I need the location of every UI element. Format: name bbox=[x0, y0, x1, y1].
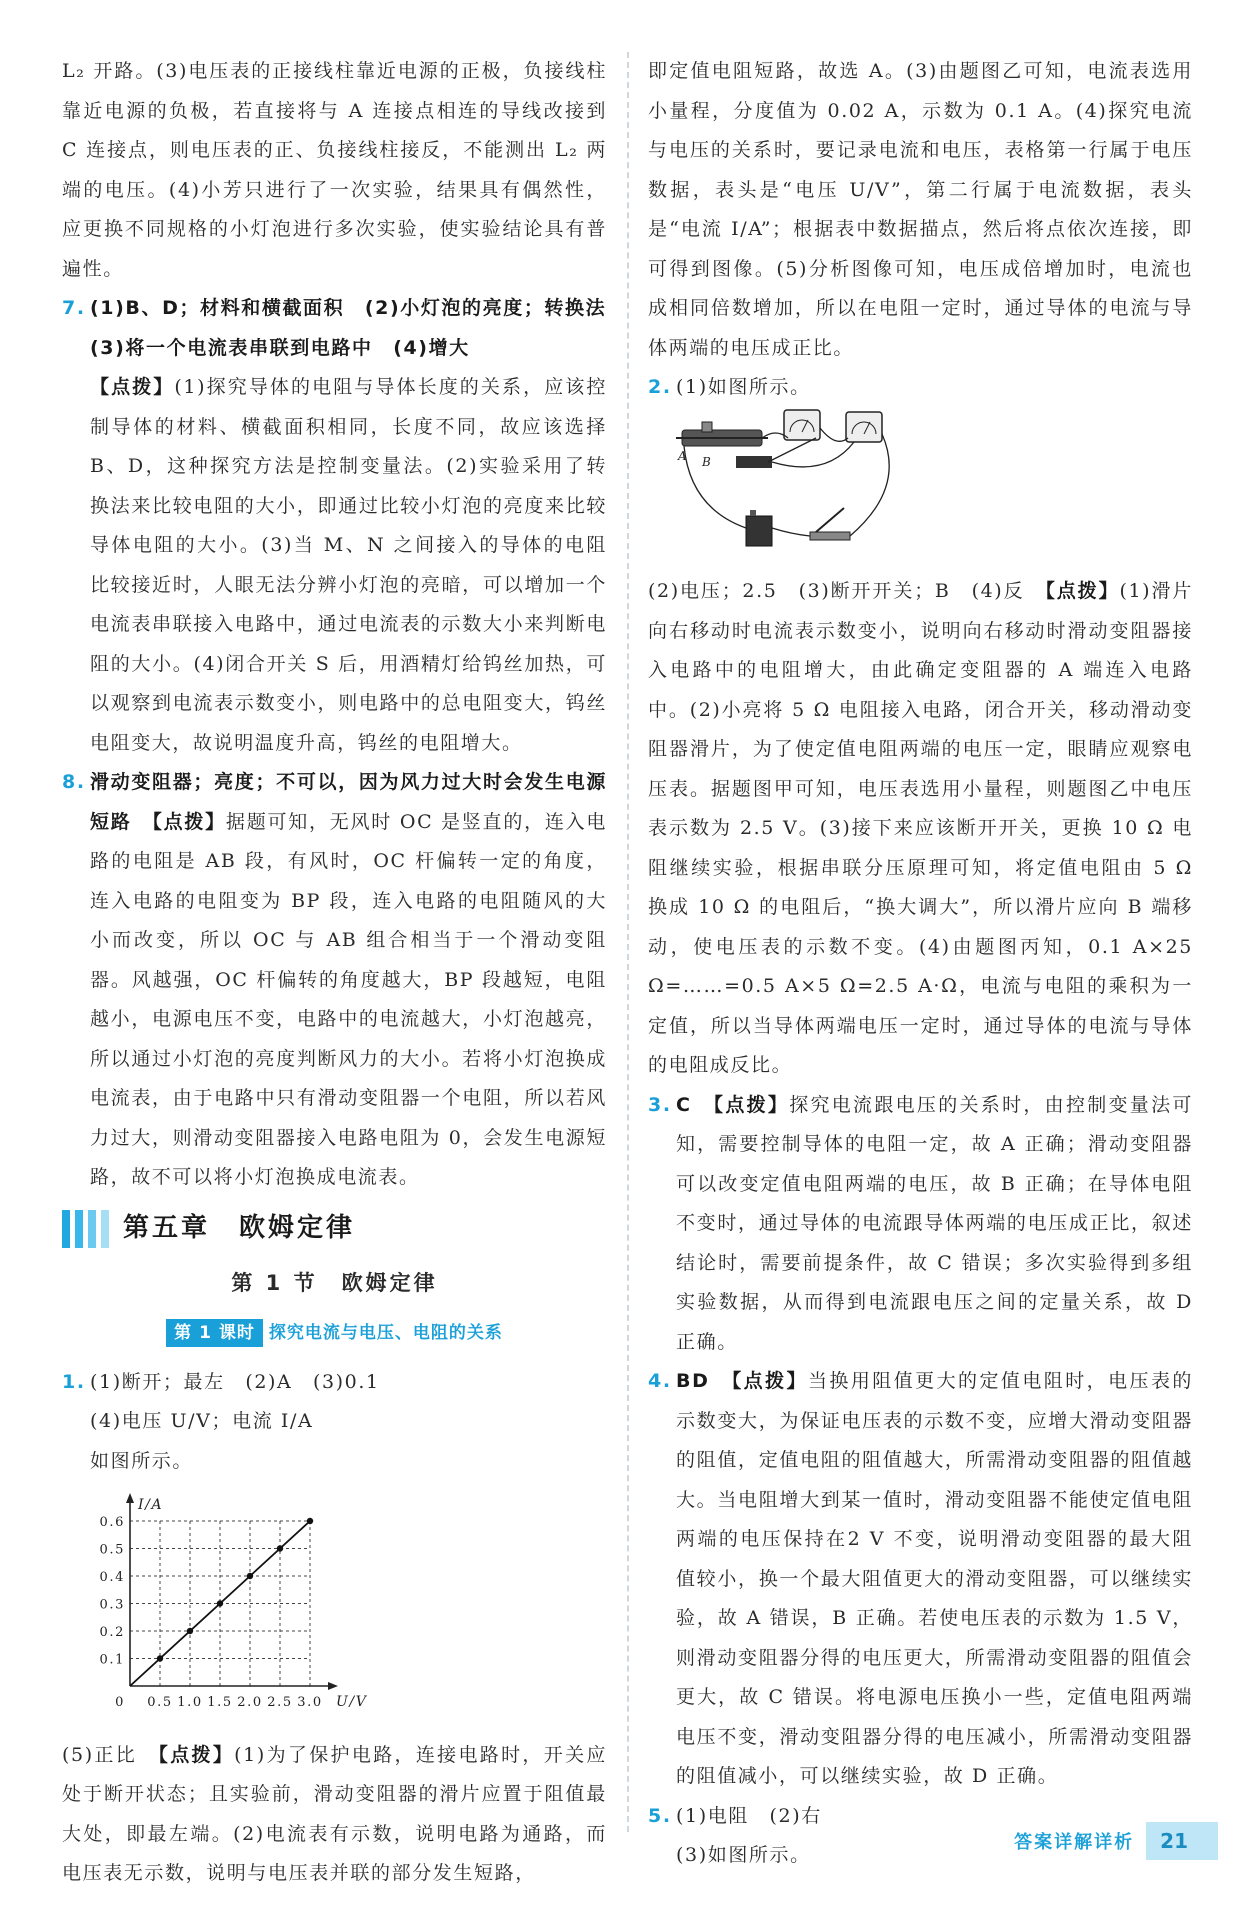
data-point bbox=[217, 1600, 223, 1606]
explanation bbox=[90, 368, 607, 763]
explanation bbox=[62, 1736, 607, 1894]
answer-line: (1)断开；最左 (2)A (3)0.1 bbox=[90, 1370, 380, 1393]
answer-text: BD bbox=[676, 1370, 710, 1392]
answer-text: (5)正比 bbox=[62, 1743, 159, 1766]
question-2 bbox=[648, 368, 1193, 408]
explanation bbox=[676, 1086, 1193, 1363]
voltmeter-icon bbox=[846, 412, 882, 442]
data-point bbox=[247, 1573, 253, 1579]
circuit-diagram bbox=[676, 408, 916, 558]
explanation-text: 当换用阻值更大的定值电阻时，电压表的示数变大，为保证电压表的示数不变，应增大滑动变阻器的阻值，定值电阻的阻值越大，所需滑动变阻器的阻值越大。当电阻增大到某一值时，滑动变阻器不能使定值电阻两端的电压保持在2 V 不变，说明滑动变阻器的最大阻值较小，换一个最大阻值更大的滑动变阻器，可以继续实验，故 A 错误，B 正确。若使电压表的示数为 1.5 V，则滑动变阻器分得的电压更大，所需滑动变阻器的阻值会更大，故 C 错误。将电源电压换小一些，定值电阻两端电压不变，滑动变阻器分得的电压减小，所需滑动变阻器的阻值减小，可以继续实验，故 D 正确。 bbox=[676, 1370, 1193, 1787]
hint-tag: 【点拨】 bbox=[152, 810, 226, 833]
question-3 bbox=[648, 1086, 1193, 1363]
hint-tag: 【点拨】 bbox=[1045, 580, 1120, 602]
question-4 bbox=[648, 1362, 1193, 1797]
answer-text: 滑动变阻器；亮度；不可以，因为风力过大时会发生电源短路 bbox=[90, 771, 607, 833]
switch-icon bbox=[810, 508, 850, 540]
explanation-text: (1)为了保护电路，连接电路时，开关应处于断开状态；且实验前，滑动变阻器的滑片应置于阻值最大处，即最左端。(2)电流表有示数，说明电路为通路，而电压表无示数，说明与电压表并联的部分发生短路， bbox=[62, 1743, 607, 1884]
question-1 bbox=[62, 1363, 607, 1482]
chapter-title: 第五章 欧姆定律 bbox=[123, 1212, 356, 1243]
y-tick-label: 0.3 bbox=[99, 1597, 125, 1613]
answer-line: 如图所示。 bbox=[90, 1449, 194, 1472]
footer-label: 答案详解详析 bbox=[1014, 1832, 1135, 1853]
x-axis-arrow-icon bbox=[328, 1682, 338, 1690]
explanation bbox=[90, 763, 607, 1198]
hint-tag: 【点拨】 bbox=[713, 1093, 790, 1116]
answer-line: (1)如图所示。 bbox=[676, 376, 811, 398]
question-1-cont bbox=[62, 1736, 607, 1894]
hint-tag: 【点拨】 bbox=[158, 1743, 235, 1766]
data-point bbox=[187, 1628, 193, 1634]
ammeter-icon bbox=[784, 410, 820, 440]
section-title: 第 1 节 欧姆定律 bbox=[231, 1270, 438, 1295]
q1-continuation: 即定值电阻短路，故选 A。(3)由题图乙可知，电流表选用小量程，分度值为 0.02 A，示数为 0.1 A。(4)探究电流与电压的关系时，要记录电流和电压，表格第一行属于电压数据，表头是“电压 U/V”，第二行属于电流数据，表头是“电流 I/A”；根据表中数据描点，然后将点依次连接，即可得到图像。(5)分析图像可知，电压成倍增加时，电流也成相同倍数增加，所以在电阻一定时，通过导体的电流与导体两端的电压成正比。 bbox=[648, 60, 1193, 359]
explanation-text: (1)探究导体的电阻与导体长度的关系，应该控制导体的材料、横截面积相同，长度不同，故应该选择 B、D，这种探究方法是控制变量法。(2)实验采用了转换法来比较电阻的大小，即通过比较小灯泡的亮度来比较导体电阻的大小。(3)当 M、N 之间接入的导体的电阻比较接近时，人眼无法分辨小灯泡的亮暗，可以增加一个电流表串联接入电路中，通过电流表的示数大小来判断电阻的大小。(4)闭合开关 S 后，用酒精灯给钨丝加热，可以观察到电流表示数变小，则电路中的总电阻变大，钨丝电阻变大，故说明温度升高，钨丝的电阻增大。 bbox=[90, 376, 607, 754]
answer-line: (4)电压 U/V；电流 I/A bbox=[90, 1410, 314, 1432]
page-number: 21 bbox=[1146, 1822, 1218, 1860]
answer-line: (1)电阻 (2)右 bbox=[676, 1804, 822, 1827]
lesson-tag: 第 1 课时 bbox=[166, 1319, 263, 1347]
x-axis-label: U/V bbox=[336, 1694, 368, 1710]
explanation-text: 探究电流跟电压的关系时，由控制变量法可知，需要控制导体的电阻一定，故 A 正确；滑动变阻器可以改变定值电阻两端的电压，故 B 正确；在导体电阻不变时，通过导体的电流跟导体两端的电压成正比，叙述结论时，需要前提条件，故 C 错误；多次实验得到多组实验数据，从而得到电流跟电压之间的定量关系，故 D 正确。 bbox=[676, 1093, 1193, 1353]
circuit-label-b: B bbox=[702, 454, 713, 469]
x-tick-label: 3.0 bbox=[297, 1695, 323, 1710]
y-tick-label: 0.2 bbox=[99, 1625, 125, 1640]
question-number: 3. bbox=[648, 1093, 672, 1116]
question-2-cont bbox=[648, 572, 1193, 1086]
chapter-bars-icon bbox=[62, 1210, 109, 1248]
current-voltage-chart bbox=[90, 1481, 380, 1721]
question-number: 5. bbox=[648, 1804, 672, 1827]
x-tick-label: 2.0 bbox=[237, 1695, 263, 1710]
y-axis-arrow-icon bbox=[126, 1493, 134, 1503]
q6-continuation: L₂ 开路。(3)电压表的正接线柱靠近电源的正极，负接线柱靠近电源的负极，若直接将与 A 连接点相连的导线改接到 C 连接点，则电压表的正、负接线柱接反，不能测出 L₂ 两端的电压。(4)小芳只进行了一次实验，结果具有偶然性，应更换不同规格的小灯泡进行多次实验，使实验结论具有普遍性。 bbox=[62, 60, 607, 280]
y-tick-label: 0.6 bbox=[99, 1515, 125, 1530]
explanation-text: (1)滑片向右移动时电流表示数变小，说明向右移动时滑动变阻器接入电路中的电阻增大，由此确定变阻器的 A 端连入电路中。(2)小亮将 5 Ω 电阻接入电路，闭合开关，移动滑动变阻器滑片，为了使定值电阻两端的电压一定，眼睛应观察电压表。据题图甲可知，电压表选用小量程，则题图乙中电压表示数为 2.5 V。(3)接下来应该断开开关，更换 10 Ω 电阻继续实验，根据串联分压原理可知，将定值电阻由 5 Ω 换成 10 Ω 的电阻后，“换大调大”，所以滑片应向 B 端移动，使电压表的示数不变。(4)由题图丙知，0.1 A×25 Ω=……=0.5 A×5 Ω=2.5 A·Ω，电流与电阻的乘积为一定值，所以当导体两端电压一定时，通过导体的电流与导体的电阻成反比。 bbox=[648, 580, 1193, 1076]
answer-text: (2)电压；2.5 (3)断开开关；B (4)反 bbox=[648, 580, 1046, 602]
y-tick-label: 0.4 bbox=[99, 1570, 125, 1585]
data-point bbox=[157, 1655, 163, 1661]
question-number: 1. bbox=[62, 1370, 86, 1393]
question-8 bbox=[62, 763, 607, 1198]
left-column bbox=[62, 52, 607, 1894]
column-divider bbox=[627, 52, 629, 1832]
right-column bbox=[648, 52, 1193, 1876]
x-tick-label: 2.5 bbox=[267, 1695, 293, 1710]
y-tick-label: 0.5 bbox=[99, 1542, 125, 1558]
lesson-name: 探究电流与电压、电阻的关系 bbox=[268, 1323, 503, 1343]
circuit-label-a: A bbox=[678, 448, 689, 463]
answer-line: (1)B、D；材料和横截面积 (2)小灯泡的亮度；转换法 bbox=[90, 297, 607, 319]
explanation bbox=[676, 1362, 1193, 1797]
answer-line: (3)将一个电流表串联到电路中 (4)增大 bbox=[90, 336, 470, 359]
data-point bbox=[307, 1518, 313, 1524]
lesson-heading bbox=[62, 1313, 607, 1353]
question-7 bbox=[62, 289, 607, 763]
answer-line: (3)如图所示。 bbox=[676, 1844, 811, 1866]
question-number: 7. bbox=[62, 297, 86, 319]
answer-text: C bbox=[676, 1093, 692, 1116]
explanation-text: 据题可知，无风时 OC 是竖直的，连入电路的电阻是 AB 段，有风时，OC 杆偏转一定的角度，连入电路的电阻变为 BP 段，连入电路的电阻随风的大小而改变，所以 OC 与 AB 组合相当于一个滑动变阻器。风越强，OC 杆偏转的角度越大，BP 段越短，电阻越小，电源电压不变，电路中的电流越大，小灯泡越亮，所以通过小灯泡的亮度判断风力的大小。若将小灯泡换成电流表，由于电路中只有滑动变阻器一个电阻，所以若风力过大，则滑动变阻器接入电路电阻为 0，会发生电源短路，故不可以将小灯泡换成电流表。 bbox=[90, 810, 608, 1188]
question-number: 2. bbox=[648, 376, 672, 398]
question-number: 4. bbox=[648, 1370, 672, 1392]
hint-tag: 【点拨】 bbox=[731, 1370, 808, 1392]
battery-icon bbox=[746, 510, 772, 546]
page-footer bbox=[1014, 1822, 1218, 1860]
question-number: 8. bbox=[62, 771, 86, 793]
rheostat-icon bbox=[676, 422, 768, 446]
resistor-icon bbox=[736, 456, 772, 468]
chapter-heading bbox=[62, 1204, 607, 1254]
x-tick-label: 0 bbox=[115, 1695, 125, 1710]
x-tick-label: 1.0 bbox=[177, 1695, 203, 1710]
x-tick-label: 0.5 bbox=[147, 1695, 173, 1710]
x-tick-label: 1.5 bbox=[207, 1695, 233, 1710]
explanation bbox=[648, 572, 1193, 1086]
hint-tag: 【点拨】 bbox=[90, 376, 175, 398]
y-tick-label: 0.1 bbox=[99, 1652, 125, 1668]
data-point bbox=[277, 1545, 283, 1551]
y-axis-label: I/A bbox=[138, 1497, 164, 1513]
